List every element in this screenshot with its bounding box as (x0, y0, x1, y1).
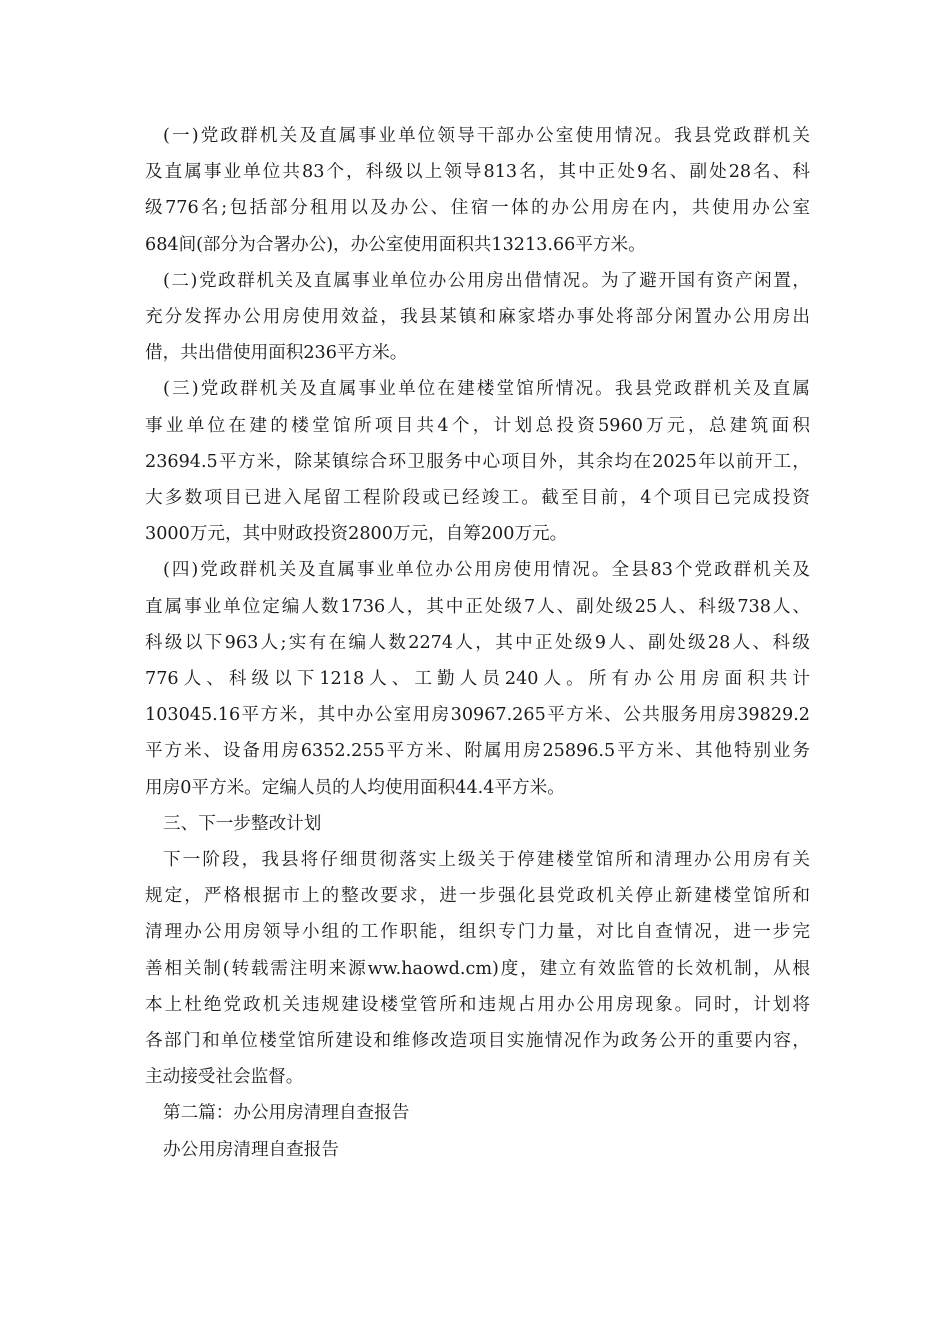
paragraph-line: 用房0平方米。定编人员的人均使用面积44.4平方米。 (145, 777, 565, 798)
paragraph-line: 下一阶段，我县将仔细贯彻落实上级关于停建楼堂馆所和清理办公用房有关 (163, 850, 810, 871)
paragraph-line: 本上杜绝党政机关违规建设楼堂管所和违规占用办公用房现象。同时，计划将 (145, 994, 810, 1015)
paragraph-line: 级776名;包括部分租用以及办公、住宿一体的办公用房在内，共使用办公室 (145, 198, 810, 219)
paragraph-line: 23694.5平方米，除某镇综合环卫服务中心项目外，其余均在2025年以前开工， (145, 451, 810, 472)
paragraph-line: 684间(部分为合署办公)，办公室使用面积共13213.66平方米。 (145, 234, 646, 255)
paragraph-line: (二)党政群机关及直属事业单位办公用房出借情况。为了避开国有资产闲置， (163, 270, 810, 291)
paragraph-line: 事业单位在建的楼堂馆所项目共4个，计划总投资5960万元，总建筑面积 (145, 415, 810, 436)
paragraph-line: 科级以下963人;实有在编人数2274人，其中正处级9人、副处级28人、科级 (145, 632, 810, 653)
paragraph-line: (一)党政群机关及直属事业单位领导干部办公室使用情况。我县党政群机关 (163, 126, 810, 146)
paragraph-line: 大多数项目已进入尾留工程阶段或已经竣工。截至目前，4个项目已完成投资 (145, 488, 810, 509)
paragraph-line: 平方米、设备用房6352.255平方米、附属用房25896.5平方米、其他特别业务 (145, 741, 810, 762)
paragraph-line: 及直属事业单位共83个，科级以上领导813名，其中正处9名、副处28名、科 (145, 162, 810, 183)
paragraph-office-usage (145, 118, 810, 263)
paragraph-line: 776人、科级以下1218人、工勤人员240人。所有办公用房面积共计 (145, 669, 810, 690)
paragraph-line: 充分发挥办公用房使用效益，我县某镇和麻家塔办事处将部分闲置办公用房出 (145, 307, 810, 328)
paragraph-line: 103045.16平方米，其中办公室用房30967.265平方米、公共服务用房39829.2 (145, 705, 810, 726)
paragraph-line: (三)党政群机关及直属事业单位在建楼堂馆所情况。我县党政群机关及直属 (163, 379, 810, 400)
paragraph-construction (145, 371, 810, 552)
paragraph-office-lending (145, 263, 810, 372)
second-article-subtitle: 办公用房清理自查报告 (163, 1139, 339, 1160)
section-heading: 三、下一步整改计划 (163, 813, 322, 834)
paragraph-line: 主动接受社会监督。 (145, 1067, 304, 1088)
paragraph-line: 各部门和单位楼堂馆所建设和维修改造项目实施情况作为政务公开的重要内容， (145, 1031, 810, 1052)
paragraph-line: 直属事业单位定编人数1736人，其中正处级7人、副处级25人、科级738人、 (145, 596, 810, 617)
paragraph-line: 规定，严格根据市上的整改要求，进一步强化县党政机关停止新建楼堂馆所和 (145, 886, 810, 907)
second-article-title: 第二篇：办公用房清理自查报告 (163, 1103, 410, 1124)
paragraph-line: (四)党政群机关及直属事业单位办公用房使用情况。全县83个党政群机关及 (163, 560, 810, 581)
document-body (145, 118, 810, 1168)
paragraph-line: 3000万元，其中财政投资2800万元，自筹200万元。 (145, 524, 568, 545)
paragraph-staffing-area (145, 552, 810, 805)
paragraph-line: 清理办公用房领导小组的工作职能，组织专门力量，对比自查情况，进一步完 (145, 922, 810, 943)
paragraph-line: 借，共出借使用面积236平方米。 (145, 343, 408, 364)
paragraph-rectification-plan (145, 842, 810, 1095)
paragraph-line: 善相关制(转载需注明来源ww.haowd.cm)度，建立有效监管的长效机制，从根 (145, 958, 810, 979)
